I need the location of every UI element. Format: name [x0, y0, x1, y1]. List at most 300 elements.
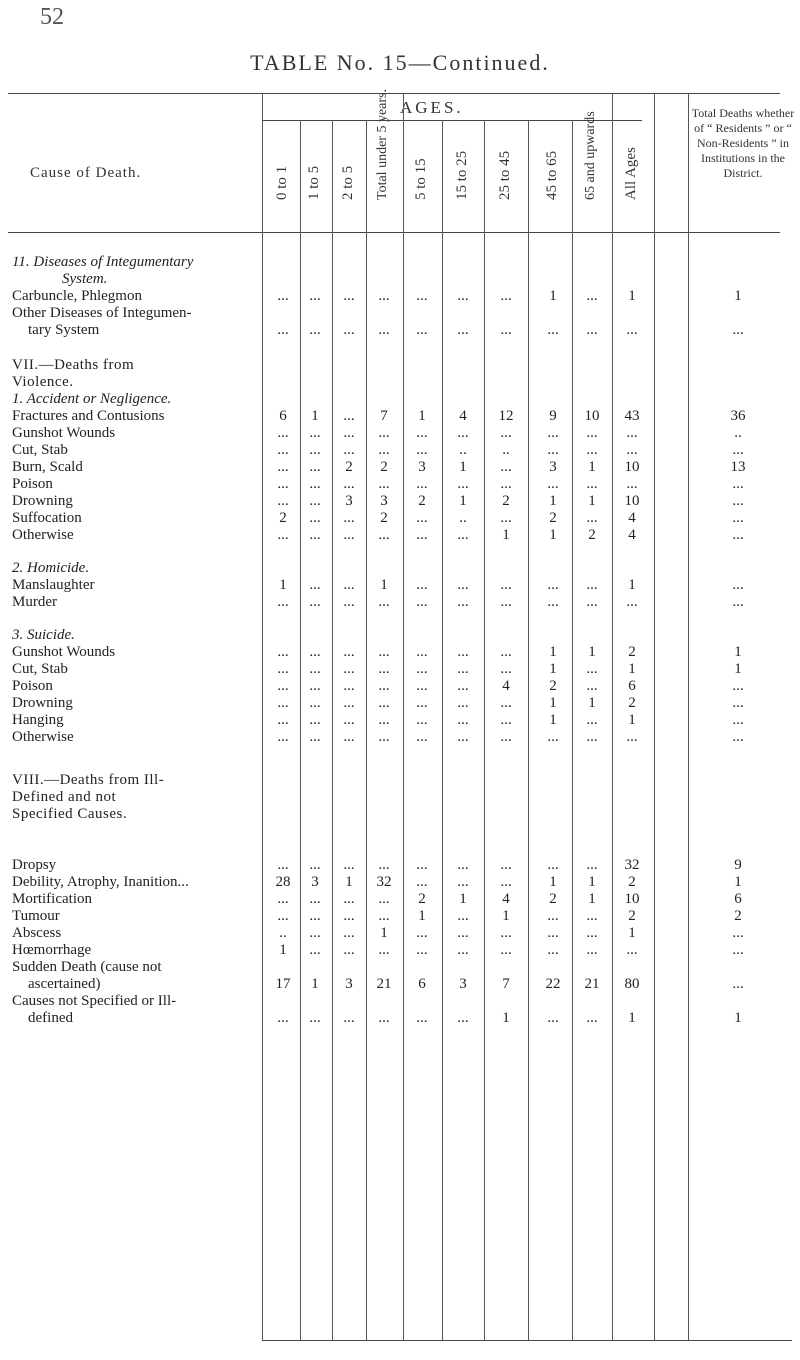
table-cell: ...: [732, 594, 744, 610]
table-cell: ...: [309, 695, 321, 711]
age-column-header: 0 to 1: [274, 165, 290, 200]
table-cell: 3: [459, 976, 467, 992]
column-rule: [403, 93, 404, 1340]
total-deaths-heading: Total Deaths whether of “ Residents ” or “ Non-Residents ” in Institutions in the District.: [691, 106, 795, 180]
table-cell: 3: [380, 493, 388, 509]
column-rule: [528, 120, 529, 1340]
table-cell: 1: [459, 493, 467, 509]
header-bottom-rule: [8, 232, 780, 233]
table-cell: ...: [416, 857, 428, 873]
table-cell: 1: [628, 925, 636, 941]
table-cell: ...: [277, 288, 289, 304]
table-cell: 80: [624, 976, 640, 992]
row-label: Poison: [12, 476, 53, 492]
table-cell: ..: [279, 925, 287, 941]
table-cell: ...: [586, 322, 598, 338]
table-cell: ...: [457, 678, 469, 694]
age-column-header: 1 to 5: [306, 165, 322, 200]
table-cell: ...: [457, 527, 469, 543]
table-cell: 4: [628, 527, 636, 543]
table-cell: ...: [309, 476, 321, 492]
table-cell: ...: [309, 425, 321, 441]
table-cell: 6: [628, 678, 636, 694]
table-cell: ...: [457, 577, 469, 593]
table-cell: ...: [500, 942, 512, 958]
table-cell: ...: [343, 322, 355, 338]
table-cell: 1: [418, 408, 426, 424]
table-cell: ..: [459, 442, 467, 458]
table-cell: 1: [549, 874, 557, 890]
table-cell: 2: [502, 493, 510, 509]
table-cell: ...: [732, 712, 744, 728]
table-cell: ...: [309, 493, 321, 509]
table-cell: 1: [588, 874, 596, 890]
table-cell: 6: [734, 891, 742, 907]
table-cell: ...: [378, 1010, 390, 1026]
table-cell: ...: [457, 594, 469, 610]
table-cell: 22: [545, 976, 561, 992]
table-cell: ...: [378, 442, 390, 458]
table-cell: ...: [277, 425, 289, 441]
table-cell: ...: [277, 459, 289, 475]
table-cell: ...: [416, 288, 428, 304]
table-cell: 1: [628, 712, 636, 728]
table-cell: ...: [457, 322, 469, 338]
row-label: Drowning: [12, 493, 73, 509]
table-cell: ...: [416, 678, 428, 694]
table-cell: 1: [549, 712, 557, 728]
table-cell: ...: [277, 678, 289, 694]
table-cell: ...: [416, 476, 428, 492]
table-cell: 1: [549, 527, 557, 543]
table-cell: ...: [626, 729, 638, 745]
table-cell: ...: [277, 442, 289, 458]
table-cell: 1: [279, 942, 287, 958]
row-label: Otherwise: [12, 527, 74, 543]
table-cell: ...: [457, 425, 469, 441]
table-cell: ...: [378, 942, 390, 958]
table-cell: 10: [624, 459, 640, 475]
table-cell: ...: [343, 942, 355, 958]
table-cell: ...: [626, 322, 638, 338]
table-cell: ...: [378, 729, 390, 745]
table-cell: ...: [500, 322, 512, 338]
table-cell: ...: [277, 857, 289, 873]
table-cell: 1: [628, 288, 636, 304]
table-cell: 2: [628, 644, 636, 660]
table-cell: 2: [588, 527, 596, 543]
table-cell: ...: [416, 510, 428, 526]
table-cell: ...: [732, 976, 744, 992]
table-cell: 1: [549, 695, 557, 711]
table-cell: ..: [734, 425, 742, 441]
table-cell: ...: [732, 442, 744, 458]
top-rule: [8, 93, 780, 94]
table-cell: 4: [502, 678, 510, 694]
table-cell: ...: [309, 594, 321, 610]
table-cell: 3: [418, 459, 426, 475]
table-cell: ...: [416, 925, 428, 941]
table-cell: 1: [345, 874, 353, 890]
table-cell: ...: [732, 493, 744, 509]
table-cell: 9: [549, 408, 557, 424]
table-cell: ...: [343, 857, 355, 873]
table-cell: 1: [588, 891, 596, 907]
row-label: Causes not Specified or Ill-: [12, 993, 177, 1009]
table-cell: ...: [457, 908, 469, 924]
table-cell: 1: [549, 288, 557, 304]
age-column-header: 5 to 15: [413, 158, 429, 200]
table-cell: 4: [459, 408, 467, 424]
table-cell: ...: [500, 425, 512, 441]
table-cell: ...: [500, 644, 512, 660]
table-cell: 10: [624, 493, 640, 509]
table-cell: ...: [732, 527, 744, 543]
table-cell: ...: [457, 476, 469, 492]
table-cell: ...: [500, 476, 512, 492]
table-cell: ...: [378, 594, 390, 610]
column-rule: [654, 93, 655, 1340]
table-cell: ...: [586, 908, 598, 924]
table-cell: 3: [345, 976, 353, 992]
section-title: 3. Suicide.: [12, 627, 75, 643]
table-cell: 1: [279, 577, 287, 593]
section-title: VII.—Deaths from: [12, 357, 135, 373]
table-cell: 2: [628, 695, 636, 711]
table-cell: 1: [549, 644, 557, 660]
table-cell: ...: [378, 425, 390, 441]
table-cell: ...: [457, 942, 469, 958]
table-cell: 1: [459, 891, 467, 907]
table-cell: ...: [277, 493, 289, 509]
table-cell: ...: [416, 644, 428, 660]
table-cell: 9: [734, 857, 742, 873]
table-cell: 1: [502, 527, 510, 543]
table-cell: ...: [586, 712, 598, 728]
table-cell: ...: [416, 577, 428, 593]
table-cell: 1: [502, 908, 510, 924]
table-cell: ...: [309, 1010, 321, 1026]
table-cell: ...: [343, 1010, 355, 1026]
table-cell: ...: [547, 925, 559, 941]
table-cell: ...: [343, 712, 355, 728]
table-cell: ...: [547, 425, 559, 441]
table-cell: ...: [343, 527, 355, 543]
table-cell: ...: [500, 729, 512, 745]
column-rule: [484, 120, 485, 1340]
table-cell: 2: [734, 908, 742, 924]
table-cell: ...: [378, 661, 390, 677]
table-cell: ...: [732, 695, 744, 711]
table-cell: ...: [457, 712, 469, 728]
row-label: Cut, Stab: [12, 661, 68, 677]
table-cell: ...: [416, 729, 428, 745]
table-cell: ...: [309, 925, 321, 941]
row-label: Cut, Stab: [12, 442, 68, 458]
table-cell: ...: [309, 661, 321, 677]
table-cell: 1: [588, 644, 596, 660]
table-cell: 1: [380, 925, 388, 941]
section-title: 11. Diseases of Integumentary: [12, 254, 194, 270]
table-cell: ...: [586, 442, 598, 458]
row-label: Dropsy: [12, 857, 57, 873]
table-cell: ...: [457, 695, 469, 711]
table-cell: ...: [416, 712, 428, 728]
table-cell: ...: [500, 594, 512, 610]
table-cell: 13: [730, 459, 746, 475]
table-cell: 2: [549, 678, 557, 694]
table-cell: ...: [378, 712, 390, 728]
table-cell: ...: [547, 942, 559, 958]
table-cell: 4: [628, 510, 636, 526]
table-cell: ...: [343, 908, 355, 924]
row-label: defined: [28, 1010, 73, 1026]
table-cell: ...: [277, 594, 289, 610]
table-cell: ...: [343, 476, 355, 492]
table-cell: ...: [457, 288, 469, 304]
row-label: Abscess: [12, 925, 62, 941]
table-cell: 3: [345, 493, 353, 509]
table-cell: ...: [309, 891, 321, 907]
table-cell: 2: [628, 908, 636, 924]
table-cell: ...: [586, 594, 598, 610]
table-title: TABLE No. 15—Continued.: [250, 50, 550, 75]
table-cell: 7: [502, 976, 510, 992]
column-rule: [332, 120, 333, 1340]
table-cell: ...: [500, 661, 512, 677]
table-cell: 2: [418, 493, 426, 509]
section-title: VIII.—Deaths from Ill-: [12, 772, 165, 788]
table-cell: ...: [309, 577, 321, 593]
table-cell: ...: [309, 644, 321, 660]
table-cell: ...: [378, 695, 390, 711]
table-cell: ...: [277, 1010, 289, 1026]
table-cell: ...: [500, 712, 512, 728]
table-cell: ...: [378, 476, 390, 492]
table-cell: ...: [277, 644, 289, 660]
table-cell: ...: [277, 695, 289, 711]
table-cell: ...: [586, 288, 598, 304]
ages-heading: AGES.: [400, 98, 464, 117]
row-label: Sudden Death (cause not: [12, 959, 162, 975]
table-cell: ...: [343, 925, 355, 941]
column-rule: [262, 93, 263, 1340]
age-column-header: 2 to 5: [340, 165, 356, 200]
table-cell: ...: [547, 1010, 559, 1026]
row-label: Poison: [12, 678, 53, 694]
row-label: Tumour: [12, 908, 60, 924]
table-cell: 32: [376, 874, 392, 890]
table-cell: ...: [343, 891, 355, 907]
table-cell: ...: [586, 925, 598, 941]
row-label: Other Diseases of Integumen-: [12, 305, 192, 321]
table-cell: 3: [549, 459, 557, 475]
table-cell: 2: [628, 874, 636, 890]
table-cell: ...: [277, 661, 289, 677]
table-cell: ...: [500, 288, 512, 304]
table-cell: ...: [277, 891, 289, 907]
row-label: Otherwise: [12, 729, 74, 745]
table-cell: 10: [584, 408, 600, 424]
table-cell: ...: [378, 908, 390, 924]
table-cell: ...: [309, 459, 321, 475]
table-cell: 2: [380, 510, 388, 526]
table-cell: ...: [416, 661, 428, 677]
section-title: Violence.: [12, 374, 74, 390]
table-cell: ...: [277, 322, 289, 338]
table-cell: ...: [547, 857, 559, 873]
table-cell: ...: [378, 891, 390, 907]
table-cell: ...: [457, 661, 469, 677]
table-cell: 2: [549, 510, 557, 526]
row-label: Hanging: [12, 712, 64, 728]
table-cell: 1: [418, 908, 426, 924]
table-cell: 1: [628, 577, 636, 593]
table-cell: ...: [416, 594, 428, 610]
table-cell: ...: [343, 408, 355, 424]
table-cell: 2: [418, 891, 426, 907]
table-cell: ...: [378, 857, 390, 873]
table-cell: ...: [547, 322, 559, 338]
table-cell: 2: [380, 459, 388, 475]
row-label: Manslaughter: [12, 577, 95, 593]
table-cell: ...: [732, 476, 744, 492]
table-cell: 36: [730, 408, 746, 424]
section-title: System.: [62, 271, 108, 287]
row-label: Gunshot Wounds: [12, 425, 116, 441]
section-title: 1. Accident or Negligence.: [12, 391, 172, 407]
table-cell: ...: [416, 322, 428, 338]
table-cell: ...: [378, 288, 390, 304]
table-cell: ...: [586, 577, 598, 593]
table-cell: ...: [626, 594, 638, 610]
table-cell: 43: [624, 408, 640, 424]
age-column-header: 15 to 25: [454, 150, 470, 200]
table-cell: ...: [343, 594, 355, 610]
table-cell: ...: [343, 577, 355, 593]
table-cell: ...: [547, 442, 559, 458]
table-cell: ...: [500, 925, 512, 941]
table-cell: ...: [309, 678, 321, 694]
table-cell: 1: [588, 493, 596, 509]
table-cell: ...: [457, 729, 469, 745]
table-cell: ...: [586, 510, 598, 526]
age-column-header: 65 and upwards: [583, 111, 598, 200]
table-cell: ...: [626, 442, 638, 458]
table-cell: ...: [343, 288, 355, 304]
table-cell: 1: [588, 459, 596, 475]
table-cell: ...: [732, 925, 744, 941]
table-cell: ...: [500, 874, 512, 890]
column-rule: [366, 120, 367, 1340]
table-cell: ...: [626, 942, 638, 958]
section-title: 2. Homicide.: [12, 560, 90, 576]
table-cell: ...: [732, 322, 744, 338]
table-cell: ...: [500, 577, 512, 593]
table-cell: ...: [732, 942, 744, 958]
table-cell: ...: [378, 678, 390, 694]
table-cell: 2: [279, 510, 287, 526]
page-number: 52: [40, 4, 64, 30]
table-cell: 1: [588, 695, 596, 711]
row-label: Drowning: [12, 695, 73, 711]
table-cell: ...: [343, 729, 355, 745]
table-cell: 1: [628, 1010, 636, 1026]
table-cell: 1: [380, 577, 388, 593]
table-cell: 1: [459, 459, 467, 475]
table-cell: ...: [378, 322, 390, 338]
table-cell: ..: [459, 510, 467, 526]
table-cell: ...: [309, 322, 321, 338]
table-cell: 1: [502, 1010, 510, 1026]
table-cell: ...: [500, 459, 512, 475]
table-cell: 1: [549, 493, 557, 509]
table-cell: 17: [275, 976, 291, 992]
table-cell: ...: [547, 594, 559, 610]
table-cell: ...: [378, 527, 390, 543]
table-cell: 3: [311, 874, 319, 890]
table-cell: ...: [309, 510, 321, 526]
table-cell: 1: [734, 1010, 742, 1026]
table-cell: ...: [547, 729, 559, 745]
table-cell: ...: [416, 527, 428, 543]
table-cell: ...: [343, 695, 355, 711]
table-cell: 1: [734, 874, 742, 890]
table-cell: ...: [416, 442, 428, 458]
table-cell: ...: [277, 712, 289, 728]
table-cell: ...: [732, 510, 744, 526]
row-label: Carbuncle, Phlegmon: [12, 288, 142, 304]
row-label: Murder: [12, 594, 57, 610]
table-cell: 4: [502, 891, 510, 907]
table-cell: ...: [309, 908, 321, 924]
table-cell: 1: [311, 408, 319, 424]
table-cell: 1: [549, 661, 557, 677]
table-cell: ...: [547, 577, 559, 593]
table-cell: 6: [279, 408, 287, 424]
row-label: Gunshot Wounds: [12, 644, 116, 660]
table-cell: ...: [416, 942, 428, 958]
table-cell: ...: [586, 425, 598, 441]
row-label: Debility, Atrophy, Inanition...: [12, 874, 189, 890]
table-cell: 1: [734, 644, 742, 660]
table-cell: ...: [416, 425, 428, 441]
table-cell: ...: [586, 942, 598, 958]
row-label: Suffocation: [12, 510, 82, 526]
row-label: Hœmorrhage: [12, 942, 92, 958]
table-cell: 2: [549, 891, 557, 907]
table-cell: 1: [734, 288, 742, 304]
table-cell: ...: [732, 729, 744, 745]
table-cell: 1: [734, 661, 742, 677]
table-cell: ...: [309, 942, 321, 958]
table-cell: ...: [416, 695, 428, 711]
table-cell: ...: [416, 874, 428, 890]
section-title: Specified Causes.: [12, 806, 128, 822]
table-cell: ...: [586, 678, 598, 694]
table-cell: 10: [624, 891, 640, 907]
table-cell: ...: [500, 510, 512, 526]
table-cell: ...: [547, 476, 559, 492]
table-cell: ...: [309, 527, 321, 543]
column-rule: [688, 93, 689, 1340]
table-cell: 21: [376, 976, 392, 992]
column-rule: [442, 120, 443, 1340]
table-cell: ...: [457, 857, 469, 873]
table-cell: ...: [343, 510, 355, 526]
table-cell: 28: [275, 874, 291, 890]
table-cell: ...: [626, 425, 638, 441]
